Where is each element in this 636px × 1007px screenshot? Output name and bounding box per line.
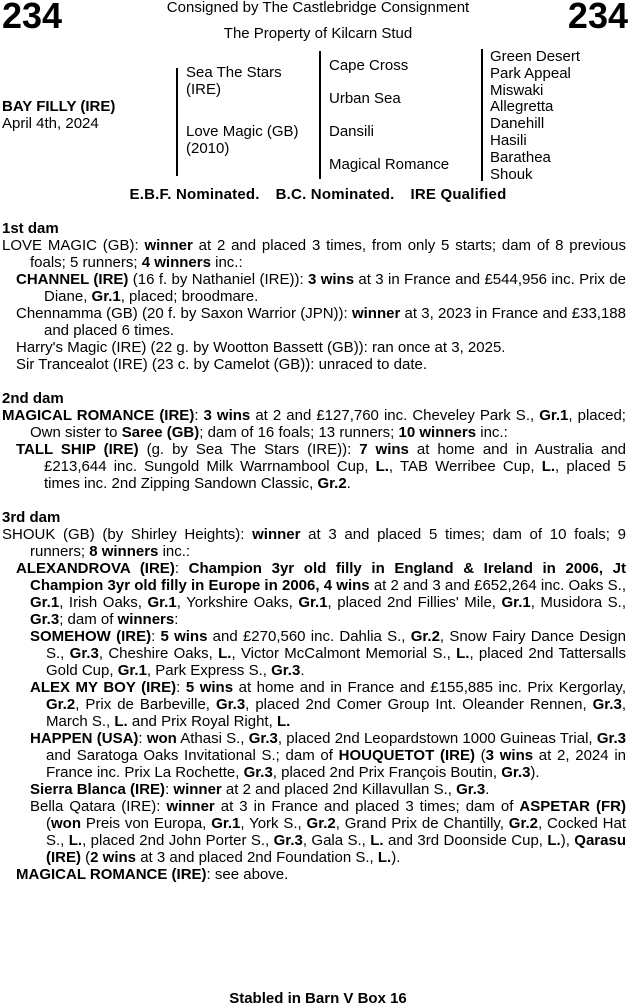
- pedigree-dam: Love Magic (GB) (2010): [186, 123, 299, 157]
- first-dam-progeny-channel: CHANNEL (IRE) (16 f. by Nathaniel (IRE)): 3 wins at 3 in France and £544,956 inc. Prix de Diane, Gr.1, placed; broodmare.: [16, 271, 626, 305]
- third-dam-paragraph: SHOUK (GB) (by Shirley Heights): winner at 3 and placed 5 times; dam of 10 foals; 9 runners; 8 winners inc.:: [2, 526, 626, 560]
- pedigree-sire: Sea The Stars (IRE): [186, 64, 282, 98]
- third-dam-granddaughter-happen: HAPPEN (USA): won Athasi S., Gr.3, placed 2nd Leopardstown 1000 Guineas Trial, Gr.3 and Saratoga Oaks Invitational S.; dam of HOUQUETOT (IRE) (3 wins at 2, 2024 in France inc. Prix La Rochette, Gr.3, placed 2nd Prix François Boutin, Gr.3).: [30, 730, 626, 781]
- third-dam-granddaughter-sierra-blanca: Sierra Blanca (IRE): winner at 2 and placed 2nd Killavullan S., Gr.3.: [30, 781, 490, 798]
- first-dam-progeny-harrys-magic: Harry's Magic (IRE) (22 g. by Wootton Bassett (GB)): ran once at 3, 2025.: [16, 339, 506, 356]
- lot-number-right: 234: [567, 0, 628, 36]
- lot-number-left: 234: [2, 0, 63, 36]
- pedigree-granddam-2: Magical Romance: [329, 156, 450, 173]
- horse-foaled-date: April 4th, 2024: [2, 115, 99, 132]
- third-dam-granddaughter-bella-qatara: Bella Qatara (IRE): winner at 3 in France and placed 3 times; dam of ASPETAR (FR) (won Preis von Europa, Gr.1, York S., Gr.2, Grand Prix de Chantilly, Gr.2, Cocked Hat S., L., placed 2nd John Porter S., Gr.3, Gala S., L. and 3rd Doonside Cup, L.), Qarasu (IRE) (2 wins at 3 and placed 2nd Foundation S., L.).: [30, 798, 626, 866]
- pedigree-bracket-2: [319, 51, 321, 179]
- horse-info: [2, 98, 115, 132]
- third-dam-progeny-alexandrova: ALEXANDROVA (IRE): Champion 3yr old filly in England & Ireland in 2006, Jt Champion 3yr old filly in Europe in 2006, 4 wins at 2 and 3 and £652,264 inc. Oaks S., Gr.1, Irish Oaks, Gr.1, Yorkshire Oaks, Gr.1, placed 2nd Fillies' Mile, Gr.1, Musidora S., Gr.3; dam of winners:: [16, 560, 627, 628]
- horse-name: BAY FILLY (IRE): [2, 98, 116, 115]
- third-dam-grandson-alex-my-boy: ALEX MY BOY (IRE): 5 wins at home and in France and £155,885 inc. Prix Kergorlay, Gr.2, Prix de Barbeville, Gr.3, placed 2nd Comer Group Int. Oleander Rennen, Gr.3, March S., L. and Prix Royal Right, L.: [30, 679, 626, 730]
- second-dam-paragraph: MAGICAL ROMANCE (IRE): 3 wins at 2 and £127,760 inc. Cheveley Park S., Gr.1, placed; Own sister to Saree (GB); dam of 16 foals; 13 runners; 10 winners inc.:: [2, 407, 626, 441]
- second-dam-progeny-tall-ship: TALL SHIP (IRE) (g. by Sea The Stars (IRE)): 7 wins at home and in Australia and £213,644 inc. Sungold Milk Warrnambool Cup, L., TAB Werribee Cup, L., placed 5 times inc. 2nd Zipping Sandown Classic, Gr.2.: [16, 441, 627, 492]
- pedigree-granddam-1: Urban Sea: [329, 90, 401, 107]
- consignor-line: Consigned by The Castlebridge Consignment: [166, 0, 470, 16]
- property-line: The Property of Kilcarn Stud: [223, 25, 413, 42]
- nomination-bc: B.C. Nominated.: [275, 186, 395, 203]
- first-dam-progeny-chennamma: Chennamma (GB) (20 f. by Saxon Warrior (JPN)): winner at 3, 2023 in France and £33,188 and placed 6 times.: [16, 305, 626, 339]
- pedigree-bracket-1: [176, 68, 178, 176]
- third-dam-progeny-magical-romance: MAGICAL ROMANCE (IRE): see above.: [16, 866, 289, 883]
- pedigree-bracket-3: [481, 49, 483, 181]
- pedigree-grandsire-2: Dansili: [329, 123, 375, 140]
- nominations-line: [0, 186, 636, 203]
- catalogue-content: [2, 220, 626, 883]
- nomination-ire: IRE Qualified: [410, 186, 507, 203]
- third-dam-title: 3rd dam: [2, 509, 61, 526]
- second-dam-title: 2nd dam: [2, 390, 64, 407]
- first-dam-title: 1st dam: [2, 220, 59, 237]
- first-dam-paragraph: LOVE MAGIC (GB): winner at 2 and placed 3 times, from only 5 starts; dam of 8 previous foals; 5 runners; 4 winners inc.:: [2, 237, 627, 271]
- first-dam-progeny-sir-trancealot: Sir Trancealot (IRE) (23 c. by Camelot (GB)): unraced to date.: [16, 356, 427, 373]
- nomination-ebf: E.B.F. Nominated.: [129, 186, 260, 203]
- stabled-location: Stabled in Barn V Box 16: [229, 990, 407, 1007]
- pedigree-grandsire-1: Cape Cross: [329, 57, 409, 74]
- pedigree-gen3-list: Green Desert Park Appeal Miswaki Allegretta Danehill Hasili Barathea Shouk: [490, 48, 581, 183]
- third-dam-granddaughter-somehow: SOMEHOW (IRE): 5 wins and £270,560 inc. Dahlia S., Gr.2, Snow Fairy Dance Design S., Gr.3, Cheshire Oaks, L., Victor McCalmont Memorial S., L., placed 2nd Tattersalls Gold Cup, Gr.1, Park Express S., Gr.3.: [30, 628, 626, 679]
